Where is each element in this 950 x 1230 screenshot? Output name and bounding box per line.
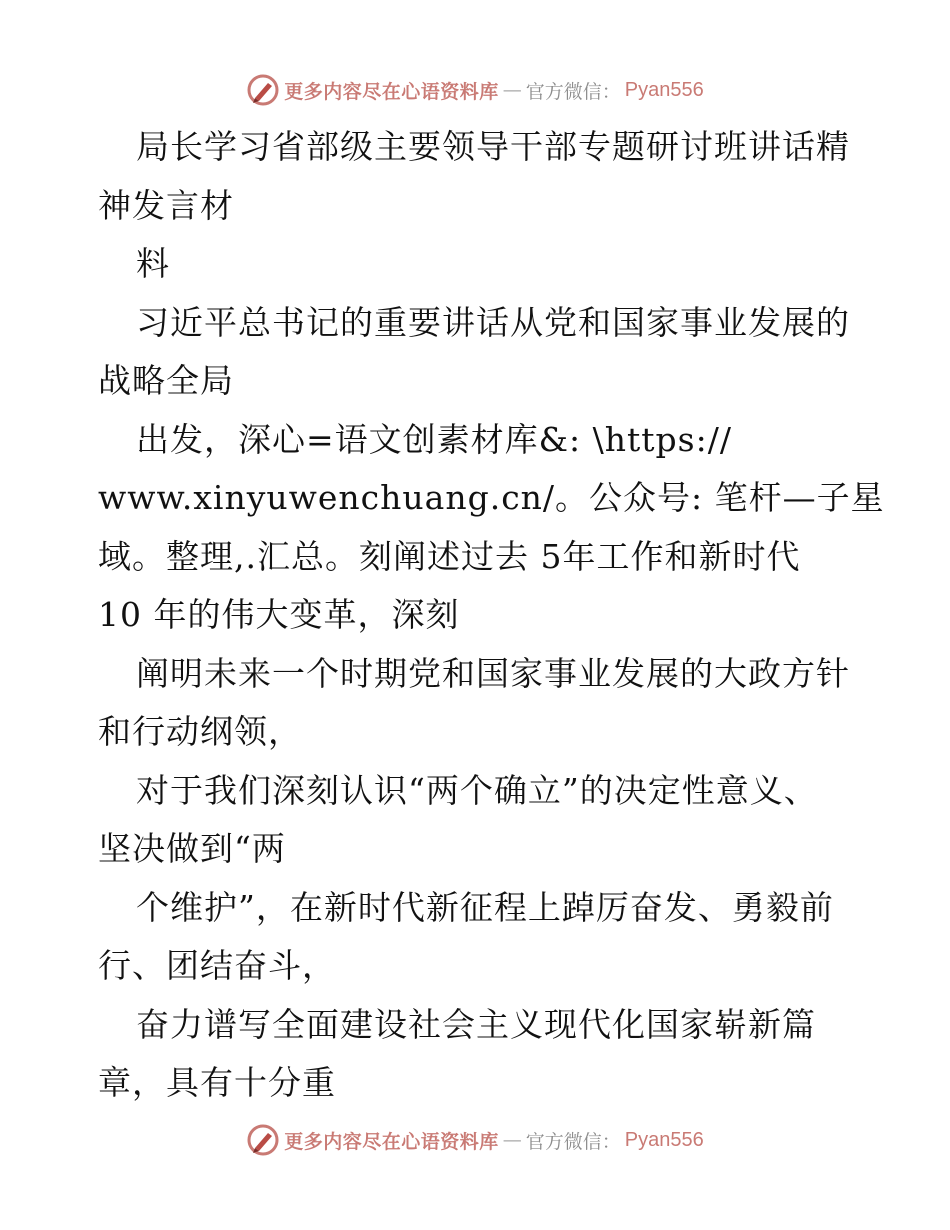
pen-logo-icon [246, 1123, 280, 1157]
document-body [98, 118, 885, 1113]
body-line: 神发言材 [98, 185, 234, 225]
body-line: 域。整理,.汇总。刻阐述过去 5年工作和新时代 [98, 536, 801, 576]
header-banner-text: 更多内容尽在心语资料库 [284, 80, 499, 103]
header-banner-dash: — [502, 79, 522, 101]
footer-weixin-id: Pyan556 [624, 1128, 704, 1151]
body-line: 习近平总书记的重要讲话从党和国家事业发展的 [136, 302, 850, 342]
body-line: 阐明未来一个时期党和国家事业发展的大政方针 [136, 653, 850, 693]
header-banner-inner [246, 73, 704, 107]
body-line: 章，具有十分重 [98, 1063, 336, 1102]
body-line: 个维护”，在新时代新征程上踔厉奋发、勇毅前 [136, 887, 834, 927]
body-line: 出发，深心=语文创素材库&: \https:// [136, 419, 732, 459]
body-line: 奋力谱写全面建设社会主义现代化国家崭新篇 [136, 1004, 816, 1044]
footer-banner-inner [246, 1123, 704, 1157]
header-weixin-id: Pyan556 [624, 78, 704, 101]
header-weixin-label: 官方微信： [525, 80, 621, 103]
footer-banner-dash: — [502, 1129, 522, 1151]
footer-banner [0, 1120, 950, 1160]
body-line: 坚决做到“两 [98, 829, 286, 868]
body-line: 战略全局 [98, 361, 234, 400]
body-line: 对于我们深刻认识“两个确立”的决定性意义、 [136, 770, 818, 810]
body-line: www.xinyuwenchuang.cn/。公众号: 笔杆—子星 [98, 478, 885, 517]
footer-banner-text: 更多内容尽在心语资料库 [284, 1130, 499, 1153]
body-line: 料 [136, 244, 170, 283]
body-line: 行、团结奋斗， [98, 946, 336, 985]
body-line: 10 年的伟大变革，深刻 [98, 595, 460, 634]
body-line: 和行动纲领， [98, 712, 302, 751]
header-banner [0, 70, 950, 110]
footer-weixin-label: 官方微信： [525, 1130, 621, 1153]
pen-logo-icon [246, 73, 280, 107]
body-line: 局长学习省部级主要领导干部专题研讨班讲话精 [136, 127, 850, 166]
